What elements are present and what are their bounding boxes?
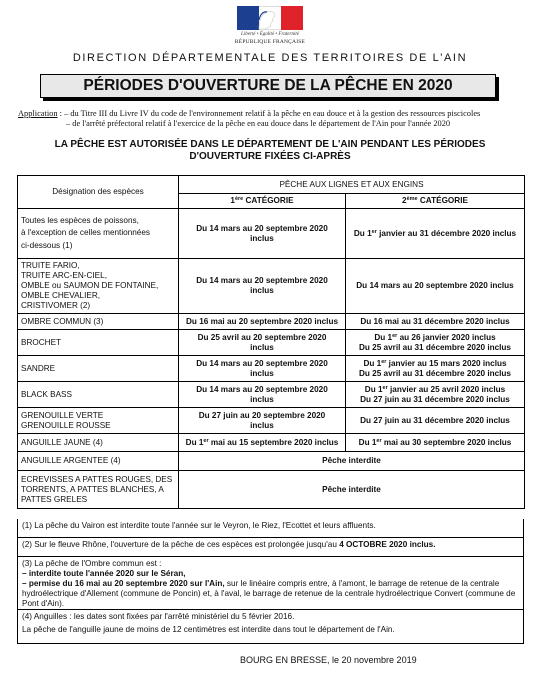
table-row xyxy=(18,259,525,314)
footer-date: BOURG EN BRESSE, le 20 novembre 2019 xyxy=(240,655,417,665)
table-row xyxy=(18,471,525,509)
table-row xyxy=(18,452,525,471)
category-2-cell: Du 1er janvier au 25 avril 2020 inclus Du 27 juin au 31 décembre 2020 inclus xyxy=(346,382,525,408)
category-2-cell: Du 16 mai au 31 décembre 2020 inclus xyxy=(346,314,525,330)
category-1-cell: Du 1er mai au 15 septembre 2020 inclus xyxy=(179,434,346,452)
species-column-header: Désignation des espèces xyxy=(18,176,179,209)
application-label: Application xyxy=(18,109,58,118)
category-2-cell: Du 1er janvier au 15 mars 2020 inclus Du 25 avril au 31 décembre 2020 inclus xyxy=(346,356,525,382)
category-1-cell: Du 14 mars au 20 septembre 2020 inclus xyxy=(179,382,346,408)
note-3: (3) La pêche de l'Ombre commun est : – interdite toute l'année 2020 sur le Séran, – permise du 16 mai au 20 septembre 2020 sur l'Ain, sur le linéaire compris entre, à l'amont, le barrage de retenue de la centrale hydroélectrique d'Allement (commune de Poncin) et, à l'aval, le barrage de retenue de la centrale hydroélectrique Convert (commune de Pont d'Ain). xyxy=(17,557,524,610)
species-cell: GRENOUILLE VERTE GRENOUILLE ROUSSE xyxy=(18,408,179,434)
category-1-cell: Du 14 mars au 20 septembre 2020 inclus xyxy=(179,356,346,382)
table-header-row xyxy=(18,176,525,194)
species-cell: BROCHET xyxy=(18,330,179,356)
application-line-2: – de l'arrêté préfectoral relatif à l'exercice de la pêche en eau douce dans le département de l'Ain pour l'année 2020 xyxy=(66,119,451,128)
category-2-cell: Du 1er au 26 janvier 2020 inclus Du 25 avril au 31 décembre 2020 inclus xyxy=(346,330,525,356)
table-row xyxy=(18,356,525,382)
note-2: (2) Sur le fleuve Rhône, l'ouverture de la pêche de ces espèces est prolongée jusqu'au 4 OCTOBRE 2020 inclus. xyxy=(17,538,524,557)
species-cell: ANGUILLE ARGENTEE (4) xyxy=(18,452,179,471)
method-column-header: PÊCHE AUX LIGNES ET AUX ENGINS xyxy=(179,176,525,194)
species-cell: OMBRE COMMUN (3) xyxy=(18,314,179,330)
table-row xyxy=(18,382,525,408)
table-row xyxy=(18,408,525,434)
species-cell: SANDRE xyxy=(18,356,179,382)
tricolor-flag-icon xyxy=(237,6,303,30)
category-2-cell: Du 14 mars au 20 septembre 2020 inclus xyxy=(346,259,525,314)
motto: Liberté • Égalité • Fraternité xyxy=(241,32,299,37)
direction-heading: DIRECTION DÉPARTEMENTALE DES TERRITOIRES DE L'AIN xyxy=(72,52,468,64)
fishing-forbidden-cell: Pêche interdite xyxy=(179,452,525,471)
authorization-heading: LA PÊCHE EST AUTORISÉE DANS LE DÉPARTEMENT DE L'AIN PENDANT LES PÉRIODES D'OUVERTURE FIXÉES CI-APRÈS xyxy=(54,139,486,162)
table-row xyxy=(18,209,525,259)
species-cell: ANGUILLE JAUNE (4) xyxy=(18,434,179,452)
category-1-cell: Du 25 avril au 20 septembre 2020 inclus xyxy=(179,330,346,356)
category-1-cell: Du 14 mars au 20 septembre 2020 inclus xyxy=(179,259,346,314)
note-1: (1) La pêche du Vairon est interdite toute l'année sur le Veyron, le Riez, l'Ecottet et leurs affluents. xyxy=(17,519,524,538)
marianne-profile-icon xyxy=(255,9,279,29)
species-cell: ECREVISSES A PATTES ROUGES, DES TORRENTS, A PATTES BLANCHES, A PATTES GRELES xyxy=(18,471,179,509)
species-cell: BLACK BASS xyxy=(18,382,179,408)
category-1-header: 1ère CATÉGORIE xyxy=(179,194,346,209)
table-row xyxy=(18,330,525,356)
republic-label: RÉPUBLIQUE FRANÇAISE xyxy=(234,39,306,45)
application-line-1: – du Titre III du Livre IV du code de l'environnement relatif à la pêche en eau douce et à la gestion des ressources piscicoles xyxy=(64,109,481,118)
category-1-cell: Du 27 juin au 20 septembre 2020 inclus xyxy=(179,408,346,434)
page-title: PÉRIODES D'OUVERTURE DE LA PÊCHE EN 2020 xyxy=(40,74,496,98)
species-cell: TRUITE FARIO, TRUITE ARC-EN-CIEL, OMBLE ou SAUMON DE FONTAINE, OMBLE CHEVALIER, CRISTIVOMER (2) xyxy=(18,259,179,314)
opening-periods-table xyxy=(17,175,525,509)
category-1-cell: Du 14 mars au 20 septembre 2020 inclus xyxy=(179,209,346,259)
table-row xyxy=(18,314,525,330)
table-row xyxy=(18,434,525,452)
category-2-cell: Du 27 juin au 31 décembre 2020 inclus xyxy=(346,408,525,434)
category-1-cell: Du 16 mai au 20 septembre 2020 inclus xyxy=(179,314,346,330)
category-2-cell: Du 1er janvier au 31 décembre 2020 inclus xyxy=(346,209,525,259)
category-2-cell: Du 1er mai au 30 septembre 2020 inclus xyxy=(346,434,525,452)
marianne-logo xyxy=(234,6,306,56)
note-4: (4) Anguilles : les dates sont fixées par l'arrêté ministériel du 5 février 2016. La pêche de l'anguille jaune de moins de 12 centimètres est interdite dans tout le département de l'Ain. xyxy=(17,610,524,644)
fishing-forbidden-cell: Pêche interdite xyxy=(179,471,525,509)
species-cell: Toutes les espèces de poissons, à l'exception de celles mentionnées ci-dessous (1) xyxy=(18,209,179,259)
category-2-header: 2ème CATÉGORIE xyxy=(346,194,525,209)
